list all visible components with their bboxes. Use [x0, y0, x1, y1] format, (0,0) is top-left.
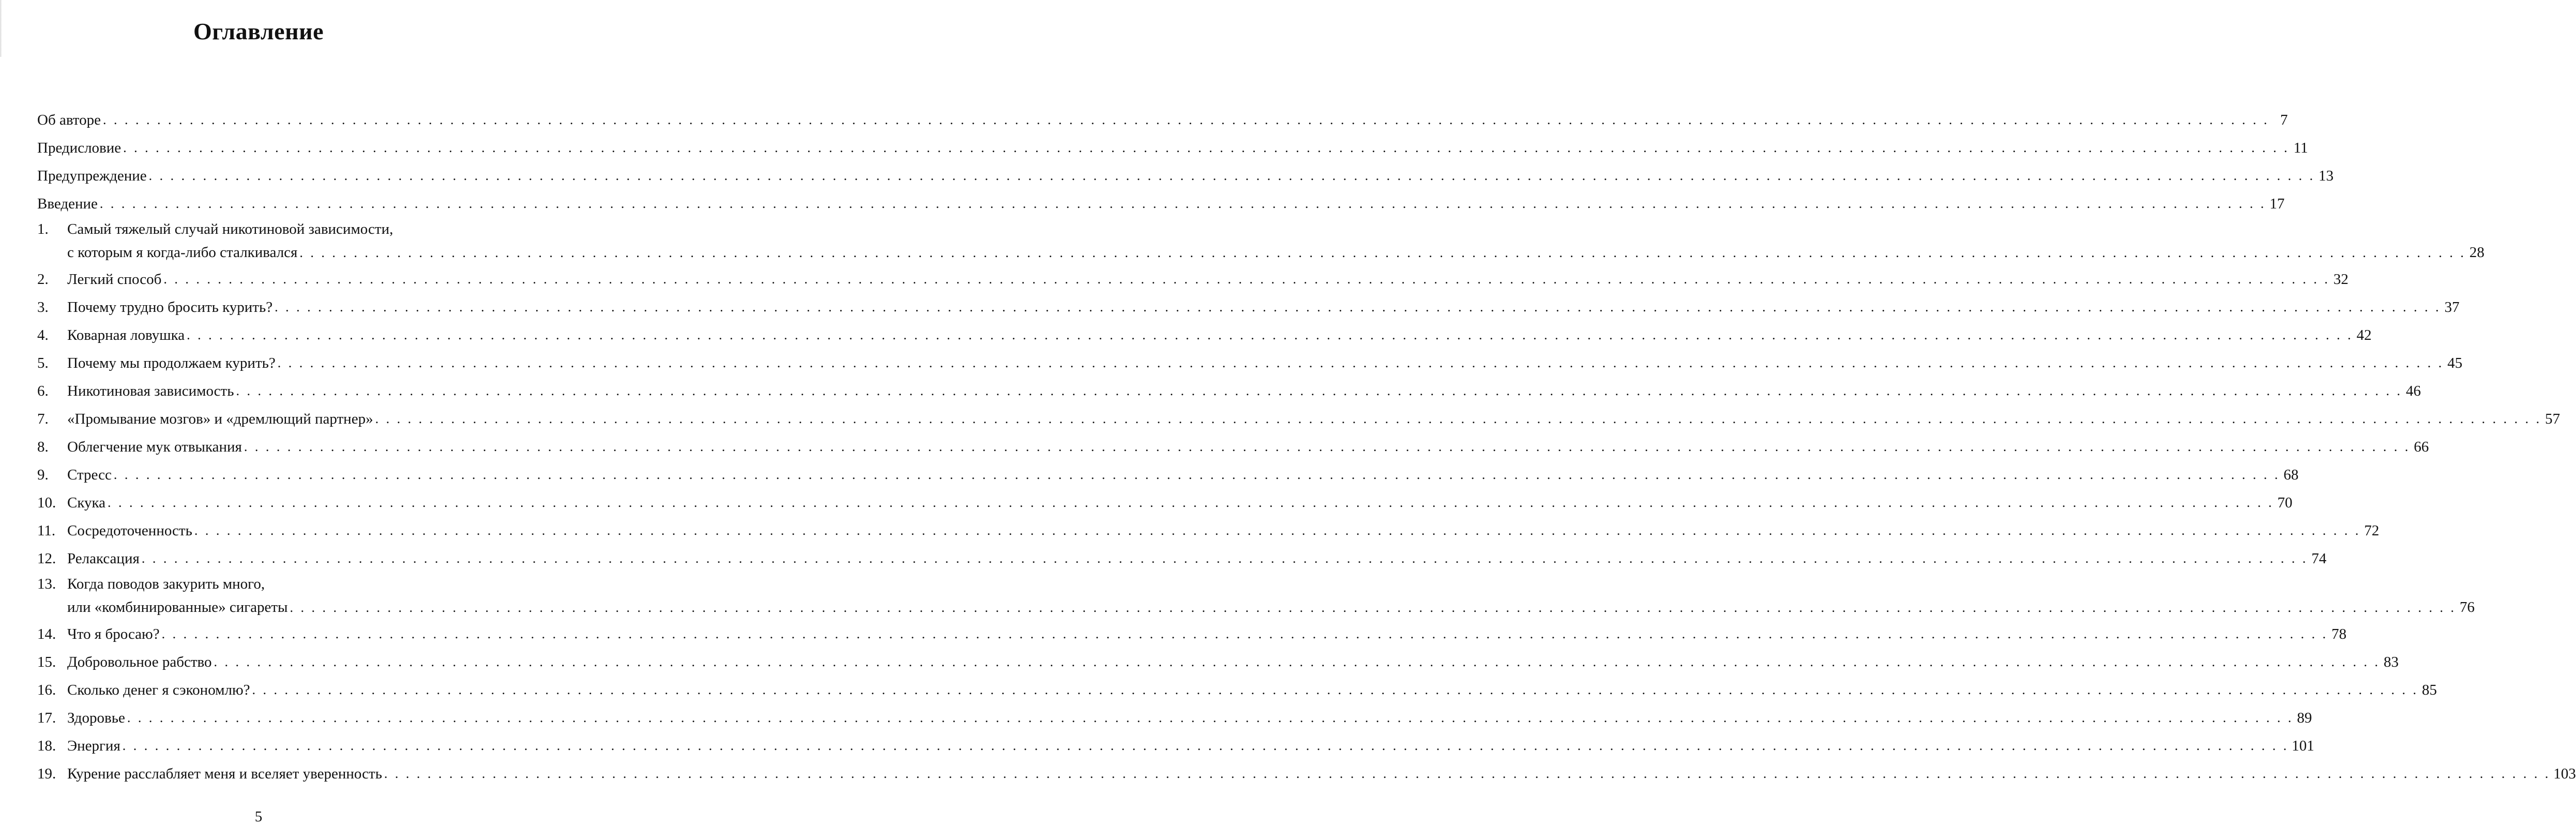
- dot-leader: . . . . . . . . . . . . . . . . . . . . . . . . . . . . . . . . . . . . . . . . . . . . . . . . . . . . . . . . . . . . . . . . . . . . . . . . . . . . . . . . . . . . . . . . . . . . . . . . . . . . . . . . . . . . . . . . . . . . . . . . . . . . . . . . . . . . . . . . . . . . . . . . . . . . . . . . . . . . . . . . . . . . . . . . . . . . . . . . . . . . . . . . . . . . . . . . . . . . . . . .: [113, 467, 2280, 482]
- toc-entry: [37, 433, 2429, 461]
- dot-leader: . . . . . . . . . . . . . . . . . . . . . . . . . . . . . . . . . . . . . . . . . . . . . . . . . . . . . . . . . . . . . . . . . . . . . . . . . . . . . . . . . . . . . . . . . . . . . . . . . . . . . . . . . . . . . . . . . . . . . . . . . . . . . . . . . . . . . . . . . . . . . . . . . . . . . . . . . . . . . . . . . . . . . . . . . . . . . . . . . . . . . . . . . . . . . . . . . . . . . . . .: [252, 682, 2419, 697]
- dot-leader: . . . . . . . . . . . . . . . . . . . . . . . . . . . . . . . . . . . . . . . . . . . . . . . . . . . . . . . . . . . . . . . . . . . . . . . . . . . . . . . . . . . . . . . . . . . . . . . . . . . . . . . . . . . . . . . . . . . . . . . . . . . . . . . . . . . . . . . . . . . . . . . . . . . . . . . . . . . . . . . . . . . . . . . . . . . . . . . . . . . . . . . . . . . . . . . . . . . . . . . .: [275, 299, 2441, 314]
- toc-entry: [37, 461, 2299, 489]
- toc-entry: [37, 134, 2308, 162]
- toc-entry-title-line1: Самый тяжелый случай никотиновой зависимости,: [67, 221, 393, 237]
- toc-entry: [37, 265, 2348, 293]
- toc-entry-page: 28: [2469, 244, 2484, 261]
- dot-leader: . . . . . . . . . . . . . . . . . . . . . . . . . . . . . . . . . . . . . . . . . . . . . . . . . . . . . . . . . . . . . . . . . . . . . . . . . . . . . . . . . . . . . . . . . . . . . . . . . . . . . . . . . . . . . . . . . . . . . . . . . . . . . . . . . . . . . . . . . . . . . . . . . . . . . . . . . . . . . . . . . . . . . . . . . . . . . . . . . . . . . . . . . . . . . . . . . . . . . . . .: [108, 495, 2274, 510]
- toc-entry-page: 32: [2333, 271, 2348, 288]
- toc-entry: [37, 489, 2293, 517]
- toc-entry-page: 83: [2384, 654, 2399, 670]
- toc-entry-number: 9.: [37, 467, 49, 483]
- toc-entry: [37, 405, 2560, 433]
- page-title: Оглавление: [193, 18, 324, 44]
- toc-entry-title: Предупреждение: [37, 168, 147, 184]
- toc-entry-page: 45: [2447, 355, 2463, 371]
- dot-leader: . . . . . . . . . . . . . . . . . . . . . . . . . . . . . . . . . . . . . . . . . . . . . . . . . . . . . . . . . . . . . . . . . . . . . . . . . . . . . . . . . . . . . . . . . . . . . . . . . . . . . . . . . . . . . . . . . . . . . . . . . . . . . . . . . . . . . . . . . . . . . . . . . . . . . . . . . . . . . . . . . . . . . . . . . . . . . . . . . . . . . . . . . . . . . . . . . . . . . . . .: [127, 710, 2294, 725]
- toc-entry-title: Энергия: [67, 738, 120, 754]
- dot-leader: . . . . . . . . . . . . . . . . . . . . . . . . . . . . . . . . . . . . . . . . . . . . . . . . . . . . . . . . . . . . . . . . . . . . . . . . . . . . . . . . . . . . . . . . . . . . . . . . . . . . . . . . . . . . . . . . . . . . . . . . . . . . . . . . . . . . . . . . . . . . . . . . . . . . . . . . . . . . . . . . . . . . . . . . . . . . . . . . . . . . . . . . . . . . . . . . . . . . . . . .: [214, 654, 2381, 669]
- dot-leader: . . . . . . . . . . . . . . . . . . . . . . . . . . . . . . . . . . . . . . . . . . . . . . . . . . . . . . . . . . . . . . . . . . . . . . . . . . . . . . . . . . . . . . . . . . . . . . . . . . . . . . . . . . . . . . . . . . . . . . . . . . . . . . . . . . . . . . . . . . . . . . . . . . . . . . . . . . . . . . . . . . . . . . . . . . . . . . . . . . . . . . . . . . . . . . . . . . . . . . . .: [163, 272, 2330, 287]
- toc-entry-title: Почему мы продолжаем курить?: [67, 355, 276, 371]
- dot-leader: . . . . . . . . . . . . . . . . . . . . . . . . . . . . . . . . . . . . . . . . . . . . . . . . . . . . . . . . . . . . . . . . . . . . . . . . . . . . . . . . . . . . . . . . . . . . . . . . . . . . . . . . . . . . . . . . . . . . . . . . . . . . . . . . . . . . . . . . . . . . . . . . . . . . . . . . . . . . . . . . . . . . . . . . . . . . . . . . . . . . . . . . . . . . . . . . . . . . . . . .: [187, 327, 2353, 342]
- toc-entry-title: Предисловие: [37, 140, 122, 156]
- dot-leader: . . . . . . . . . . . . . . . . . . . . . . . . . . . . . . . . . . . . . . . . . . . . . . . . . . . . . . . . . . . . . . . . . . . . . . . . . . . . . . . . . . . . . . . . . . . . . . . . . . . . . . . . . . . . . . . . . . . . . . . . . . . . . . . . . . . . . . . . . . . . . . . . . . . . . . . . . . . . . . . . . . . . . . . . . . . . . . . . . . . . . . . . . . . . . . . . . . . . . . . .: [123, 140, 2290, 155]
- toc-entry-number: 15.: [37, 654, 56, 670]
- toc-entry-number: 10.: [37, 494, 56, 511]
- toc-entry: [37, 349, 2463, 377]
- toc-entry: [37, 648, 2399, 676]
- dot-leader: . . . . . . . . . . . . . . . . . . . . . . . . . . . . . . . . . . . . . . . . . . . . . . . . . . . . . . . . . . . . . . . . . . . . . . . . . . . . . . . . . . . . . . . . . . . . . . . . . . . . . . . . . . . . . . . . . . . . . . . . . . . . . . . . . . . . . . . . . . . . . . . . . . . . . . . . . . . . . . . . . . . . . . . . . . . . . . . . . . . . . . . . . . . . . . . . . . . . . . . .: [277, 355, 2444, 370]
- toc-entry-title: Облегчение мук отвыкания: [67, 439, 242, 455]
- toc-entry-title: Никотиновая зависимость: [67, 383, 234, 399]
- toc-entry-number: 18.: [37, 738, 56, 754]
- toc-entry-title: Коварная ловушка: [67, 327, 185, 343]
- toc-entry: [37, 106, 2288, 134]
- toc-entry-title: Об авторе: [37, 112, 101, 128]
- toc-entry: [37, 517, 2380, 545]
- toc-entry-page: 76: [2460, 599, 2475, 616]
- dot-leader: . . . . . . . . . . . . . . . . . . . . . . . . . . . . . . . . . . . . . . . . . . . . . . . . . . . . . . . . . . . . . . . . . . . . . . . . . . . . . . . . . . . . . . . . . . . . . . . . . . . . . . . . . . . . . . . . . . . . . . . . . . . . . . . . . . . . . . . . . . . . . . . . . . . . . . . . . . . . . . . . . . . . . . . . . . . . . . . . . . . . . . . . . . . . . . . . . . . . . . . .: [290, 600, 2457, 615]
- toc-entry-page: 17: [2269, 196, 2285, 212]
- toc-entry-title: Что я бросаю?: [67, 626, 160, 642]
- toc-entry: [37, 377, 2421, 405]
- toc-entry-page: 57: [2545, 411, 2560, 427]
- toc-entry-number: 3.: [37, 299, 49, 316]
- toc-entry-title: Введение: [37, 196, 98, 212]
- toc-entry: [37, 162, 2334, 190]
- toc-entry-page: 78: [2331, 626, 2347, 642]
- dot-leader: . . . . . . . . . . . . . . . . . . . . . . . . . . . . . . . . . . . . . . . . . . . . . . . . . . . . . . . . . . . . . . . . . . . . . . . . . . . . . . . . . . . . . . . . . . . . . . . . . . . . . . . . . . . . . . . . . . . . . . . . . . . . . . . . . . . . . . . . . . . . . . . . . . . . . . . . . . . . . . . . . . . . . . . . . . . . . . . . . . . . . . . . . . . . . . . . . . . . . . . .: [244, 439, 2411, 454]
- toc-entry-number: 7.: [37, 411, 49, 427]
- toc-entry-number: 5.: [37, 355, 49, 371]
- toc-entry-number: 1.: [37, 221, 49, 237]
- toc-entry: [37, 732, 2314, 760]
- dot-leader: . . . . . . . . . . . . . . . . . . . . . . . . . . . . . . . . . . . . . . . . . . . . . . . . . . . . . . . . . . . . . . . . . . . . . . . . . . . . . . . . . . . . . . . . . . . . . . . . . . . . . . . . . . . . . . . . . . . . . . . . . . . . . . . . . . . . . . . . . . . . . . . . . . . . . . . . . . . . . . . . . . . . . . . . . . . . . . . . . . . . . . . . . . . . . . . . . . . . . . . .: [384, 766, 2551, 781]
- toc-entry-title: с которым я когда-либо сталкивался: [67, 244, 298, 261]
- toc-entry-page: 13: [2319, 168, 2334, 184]
- toc-entry: [37, 620, 2347, 648]
- toc-entry: [37, 321, 2372, 349]
- toc-entry-number: 2.: [37, 271, 49, 288]
- toc-entry-number: 12.: [37, 550, 56, 567]
- toc-entry-title: Релаксация: [67, 550, 140, 567]
- dot-leader: . . . . . . . . . . . . . . . . . . . . . . . . . . . . . . . . . . . . . . . . . . . . . . . . . . . . . . . . . . . . . . . . . . . . . . . . . . . . . . . . . . . . . . . . . . . . . . . . . . . . . . . . . . . . . . . . . . . . . . . . . . . . . . . . . . . . . . . . . . . . . . . . . . . . . . . . . . . . . . . . . . . . . . . . . . . . . . . . . . . . . . . . . . . . . . . . . . . . . . . .: [99, 196, 2266, 211]
- toc-entry-title: или «комбинированные» сигареты: [67, 599, 288, 616]
- table-of-contents: [37, 106, 2576, 788]
- page-number: 5: [254, 808, 263, 825]
- dot-leader: . . . . . . . . . . . . . . . . . . . . . . . . . . . . . . . . . . . . . . . . . . . . . . . . . . . . . . . . . . . . . . . . . . . . . . . . . . . . . . . . . . . . . . . . . . . . . . . . . . . . . . . . . . . . . . . . . . . . . . . . . . . . . . . . . . . . . . . . . . . . . . . . . . . . . . . . . . . . . . . . . . . . . . . . . . . . . . . . . . . . . . . . . . . . . . . . . . . . . . . .: [236, 383, 2402, 398]
- toc-entry: [37, 293, 2460, 321]
- dot-leader: . . . . . . . . . . . . . . . . . . . . . . . . . . . . . . . . . . . . . . . . . . . . . . . . . . . . . . . . . . . . . . . . . . . . . . . . . . . . . . . . . . . . . . . . . . . . . . . . . . . . . . . . . . . . . . . . . . . . . . . . . . . . . . . . . . . . . . . . . . . . . . . . . . . . . . . . . . . . . . . . . . . . . . . . . . . . . . . . . . . . . . . . . . . . . . . . . . . . . . . .: [299, 245, 2466, 260]
- toc-entry-number: 19.: [37, 766, 56, 782]
- toc-entry-page: 68: [2283, 467, 2299, 483]
- toc-entry-page: 7: [2280, 112, 2288, 128]
- toc-entry: [37, 190, 2285, 218]
- dot-leader: . . . . . . . . . . . . . . . . . . . . . . . . . . . . . . . . . . . . . . . . . . . . . . . . . . . . . . . . . . . . . . . . . . . . . . . . . . . . . . . . . . . . . . . . . . . . . . . . . . . . . . . . . . . . . . . . . . . . . . . . . . . . . . . . . . . . . . . . . . . . . . . . . . . . . . . . . . . . . . . . . . . . . . . . . . . . . . . . . . . . . . . . . . . . . . . . . . . . . . . .: [161, 626, 2328, 641]
- toc-entry-page: 103: [2553, 766, 2576, 782]
- toc-entry-page: 66: [2414, 439, 2429, 455]
- toc-entry-title: Сколько денег я сэкономлю?: [67, 682, 250, 698]
- toc-entry: [37, 545, 2327, 573]
- dot-leader: . . . . . . . . . . . . . . . . . . . . . . . . . . . . . . . . . . . . . . . . . . . . . . . . . . . . . . . . . . . . . . . . . . . . . . . . . . . . . . . . . . . . . . . . . . . . . . . . . . . . . . . . . . . . . . . . . . . . . . . . . . . . . . . . . . . . . . . . . . . . . . . . . . . . . . . . . . . . . . . . . . . . . . . . . . . . . . . . . . . . . . . . . . . . . . . . . . . . . . . .: [148, 168, 2315, 183]
- toc-entry-title: Добровольное рабство: [67, 654, 212, 670]
- toc-entry-title: Стресс: [67, 467, 112, 483]
- dot-leader: . . . . . . . . . . . . . . . . . . . . . . . . . . . . . . . . . . . . . . . . . . . . . . . . . . . . . . . . . . . . . . . . . . . . . . . . . . . . . . . . . . . . . . . . . . . . . . . . . . . . . . . . . . . . . . . . . . . . . . . . . . . . . . . . . . . . . . . . . . . . . . . . . . . . . . . . . . . . . . . . . . . . . . . . . . . . . . . . . . . . . . . . . . . . . . . . . . . . . . . .: [375, 411, 2542, 426]
- dot-leader: . . . . . . . . . . . . . . . . . . . . . . . . . . . . . . . . . . . . . . . . . . . . . . . . . . . . . . . . . . . . . . . . . . . . . . . . . . . . . . . . . . . . . . . . . . . . . . . . . . . . . . . . . . . . . . . . . . . . . . . . . . . . . . . . . . . . . . . . . . . . . . . . . . . . . . . . . . . . . . . . . . . . . . . . . . . . . . . . . . . . . . . . . . . . . . . . . . . . . . . .: [102, 112, 2269, 127]
- toc-entry-number: 4.: [37, 327, 49, 343]
- toc-entry-title: Сосредоточенность: [67, 522, 192, 539]
- toc-entry: [37, 218, 2484, 264]
- dot-leader: . . . . . . . . . . . . . . . . . . . . . . . . . . . . . . . . . . . . . . . . . . . . . . . . . . . . . . . . . . . . . . . . . . . . . . . . . . . . . . . . . . . . . . . . . . . . . . . . . . . . . . . . . . . . . . . . . . . . . . . . . . . . . . . . . . . . . . . . . . . . . . . . . . . . . . . . . . . . . . . . . . . . . . . . . . . . . . . . . . . . . . . . . . . . . . . . . . . . . . . .: [141, 551, 2308, 566]
- toc-entry-page: 70: [2277, 494, 2293, 511]
- toc-entry-number: 17.: [37, 710, 56, 726]
- toc-entry-page: 46: [2405, 383, 2421, 399]
- toc-entry-number: 11.: [37, 522, 56, 539]
- dot-leader: . . . . . . . . . . . . . . . . . . . . . . . . . . . . . . . . . . . . . . . . . . . . . . . . . . . . . . . . . . . . . . . . . . . . . . . . . . . . . . . . . . . . . . . . . . . . . . . . . . . . . . . . . . . . . . . . . . . . . . . . . . . . . . . . . . . . . . . . . . . . . . . . . . . . . . . . . . . . . . . . . . . . . . . . . . . . . . . . . . . . . . . . . . . . . . . . . . . . . . . .: [122, 738, 2289, 753]
- toc-entry-title: Здоровье: [67, 710, 125, 726]
- toc-entry-title: Почему трудно бросить курить?: [67, 299, 273, 316]
- toc-entry-page: 89: [2297, 710, 2312, 726]
- toc-entry-page: 37: [2444, 299, 2460, 316]
- toc-entry-page: 11: [2293, 140, 2308, 156]
- toc-entry: [37, 573, 2475, 619]
- toc-entry-page: 74: [2311, 550, 2327, 567]
- toc-entry-page: 85: [2422, 682, 2437, 698]
- toc-entry-title: «Промывание мозгов» и «дремлющий партнер»: [67, 411, 373, 427]
- toc-entry-title: Курение расслабляет меня и вселяет уверенность: [67, 766, 382, 782]
- toc-entry-number: 16.: [37, 682, 56, 698]
- toc-entry: [37, 676, 2437, 704]
- toc-entry-page: 101: [2292, 738, 2314, 754]
- toc-entry-number: 8.: [37, 439, 49, 455]
- toc-entry-title: Легкий способ: [67, 271, 162, 288]
- toc-entry-page: 72: [2364, 522, 2380, 539]
- toc-entry-number: 13.: [37, 576, 56, 592]
- toc-entry: [37, 760, 2576, 788]
- dot-leader: . . . . . . . . . . . . . . . . . . . . . . . . . . . . . . . . . . . . . . . . . . . . . . . . . . . . . . . . . . . . . . . . . . . . . . . . . . . . . . . . . . . . . . . . . . . . . . . . . . . . . . . . . . . . . . . . . . . . . . . . . . . . . . . . . . . . . . . . . . . . . . . . . . . . . . . . . . . . . . . . . . . . . . . . . . . . . . . . . . . . . . . . . . . . . . . . . . . . . . . .: [194, 523, 2361, 538]
- toc-entry-page: 42: [2356, 327, 2372, 343]
- toc-entry-number: 6.: [37, 383, 49, 399]
- toc-entry: [37, 704, 2312, 732]
- toc-entry-title: Скука: [67, 494, 106, 511]
- toc-entry-number: 14.: [37, 626, 56, 642]
- toc-entry-title-line1: Когда поводов закурить много,: [67, 576, 265, 592]
